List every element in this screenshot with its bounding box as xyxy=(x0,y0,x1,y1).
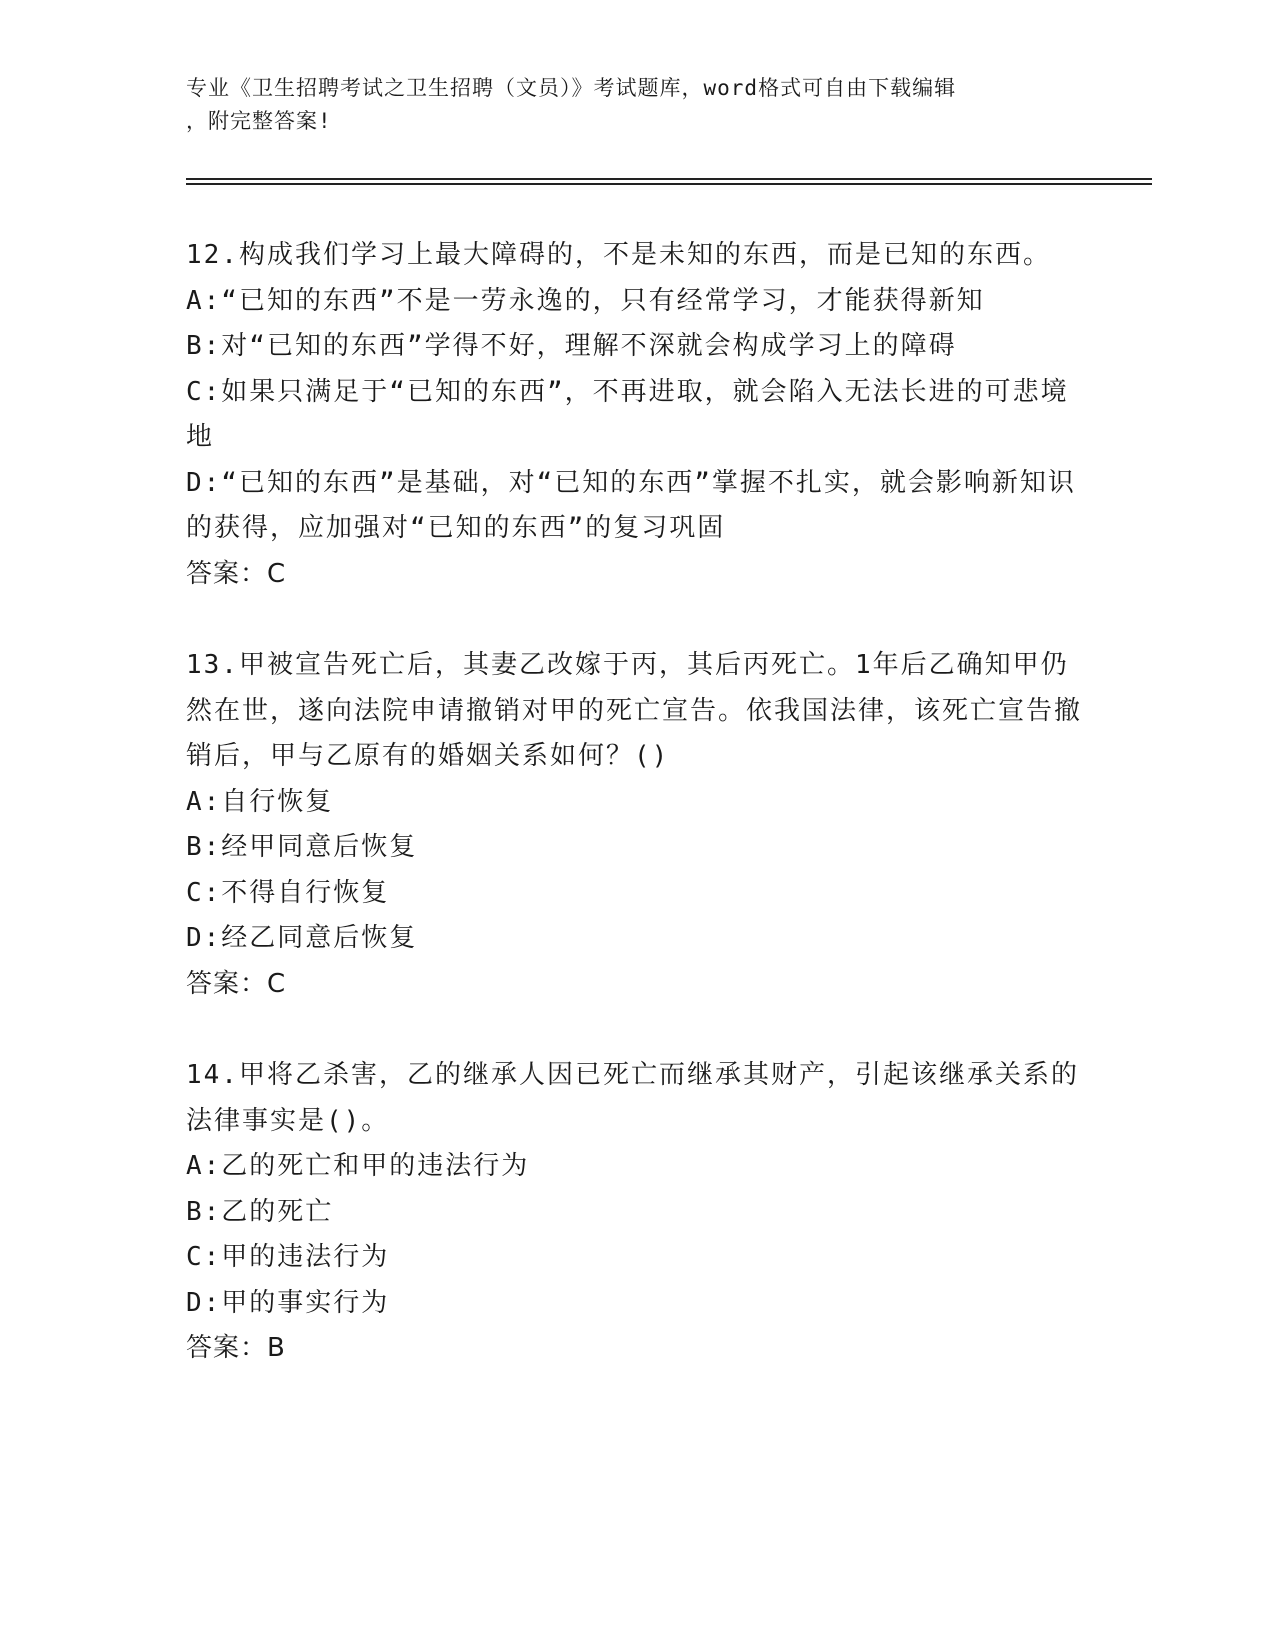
option-c: C:如果只满足于“已知的东西”，不再进取，就会陷入无法长进的可悲境地 xyxy=(186,376,1069,452)
answer: 答案：C xyxy=(186,558,287,589)
header-divider-top xyxy=(186,178,1152,180)
option-c: C:甲的违法行为 xyxy=(186,1242,390,1272)
header-title: 专业《卫生招聘考试之卫生招聘（文员）》考试题库，word格式可自由下载编辑 xyxy=(186,76,957,100)
option-c: C:不得自行恢复 xyxy=(186,877,390,908)
option-b: B:经甲同意后恢复 xyxy=(186,832,418,862)
question-stem: 14.甲将乙杀害，乙的继承人因已死亡而继承其财产，引起该继承关系的法律事实是()。 xyxy=(186,1060,1079,1136)
question-12 xyxy=(186,233,1086,597)
answer: 答案：C xyxy=(186,968,287,999)
question-stem: 12.构成我们学习上最大障碍的，不是未知的东西，而是已知的东西。 xyxy=(186,240,1051,270)
option-d: D:经乙同意后恢复 xyxy=(186,923,418,953)
option-a: A:乙的死亡和甲的违法行为 xyxy=(186,1151,530,1181)
option-b: B:对“已知的东西”学得不好，理解不深就会构成学习上的障碍 xyxy=(186,331,957,361)
option-d: D:甲的事实行为 xyxy=(186,1287,390,1318)
question-13 xyxy=(186,643,1086,1007)
option-a: A:“已知的东西”不是一劳永逸的，只有经常学习，才能获得新知 xyxy=(186,285,985,316)
document-header xyxy=(186,72,1086,138)
option-d: D:“已知的东西”是基础，对“已知的东西”掌握不扎实，就会影响新知识的获得，应加强对“已知的东西”的复习巩固 xyxy=(186,467,1076,543)
question-14 xyxy=(186,1053,1086,1372)
question-stem: 13.甲被宣告死亡后，其妻乙改嫁于丙，其后丙死亡。1年后乙确知甲仍然在世，遂向法院申请撤销对甲的死亡宣告。依我国法律，该死亡宣告撤销后，甲与乙原有的婚姻关系如何？() xyxy=(186,650,1083,771)
option-a: A:自行恢复 xyxy=(186,786,334,817)
header-divider-bottom xyxy=(186,183,1152,185)
answer: 答案：B xyxy=(186,1333,286,1363)
header-subtitle: ，附完整答案! xyxy=(186,109,332,133)
option-b: B:乙的死亡 xyxy=(186,1196,334,1227)
